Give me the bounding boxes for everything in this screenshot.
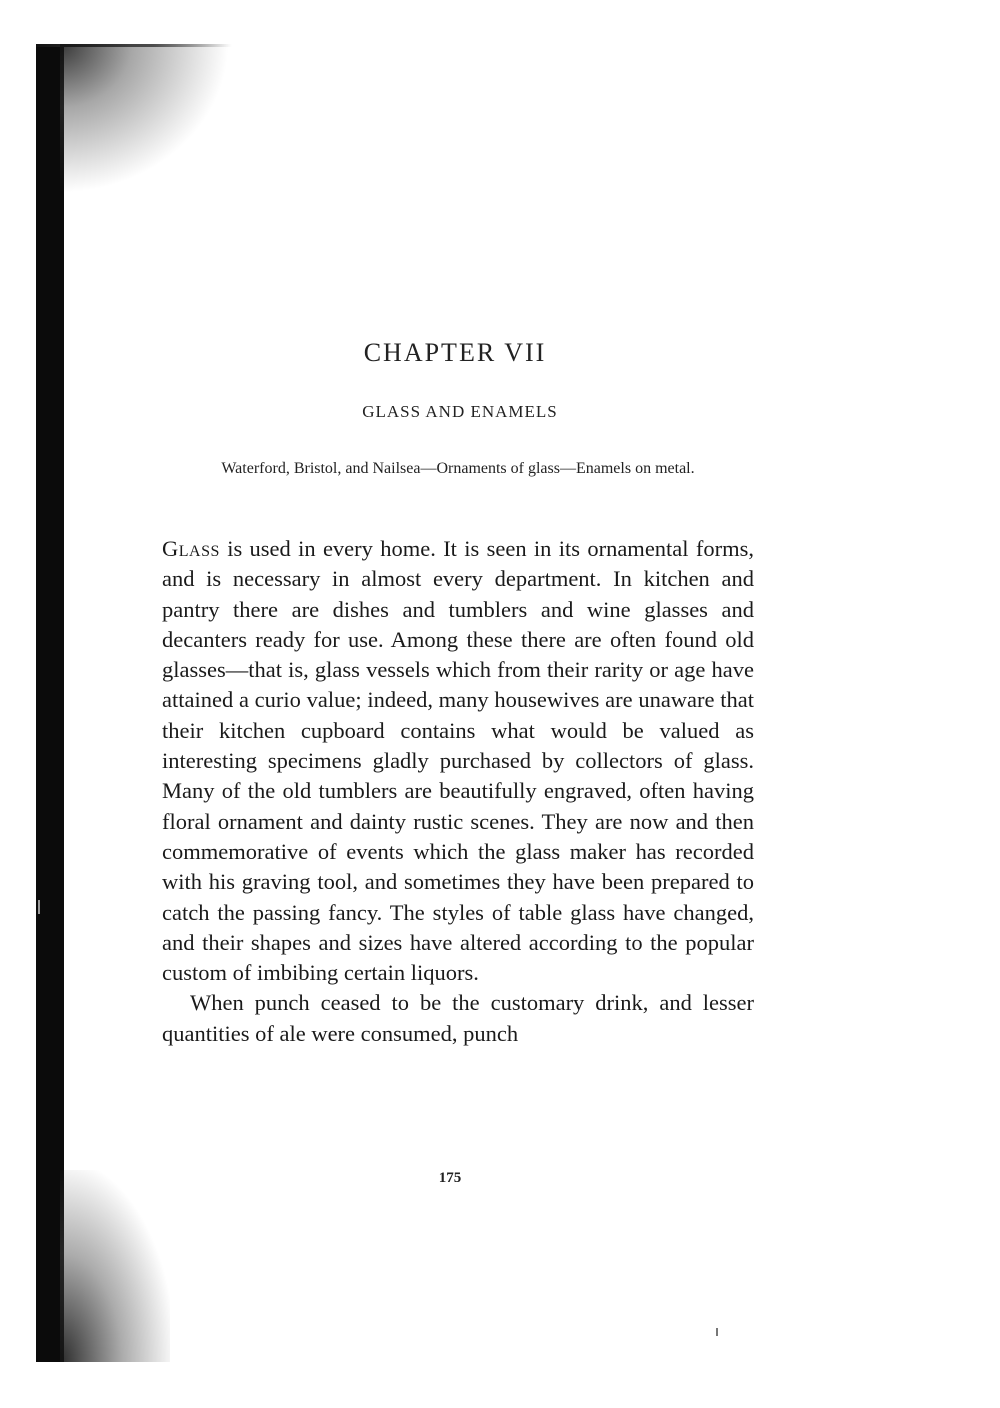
body-paragraph bbox=[162, 534, 754, 988]
page-corner-shadow-top bbox=[60, 44, 230, 194]
chapter-title: CHAPTER VII bbox=[363, 338, 547, 367]
page-binding-shadow bbox=[36, 44, 64, 1362]
lead-word: Glass bbox=[162, 536, 220, 561]
page-number: 175 bbox=[438, 1170, 462, 1186]
body-paragraph: When punch ceased to be the customary drink, and lesser quantities of ale were consumed, punch bbox=[162, 990, 754, 1046]
chapter-body bbox=[162, 534, 754, 1049]
scan-speck bbox=[38, 900, 40, 914]
paragraph-text: is used in every home. It is seen in its ornamental forms, and is necessary in almost every department. In kitchen and pantry there are dishes and tumblers and wine glasses and decanters ready for use. Among these there are often found old glasses—that is, glass vessels which from their rarity or age have attained a curio value; indeed, many housewives are unaware that their kitchen cupboard contains what would be valued as interesting specimens gladly purchased by collectors of glass. Many of the old tumblers are beautifully engraved, often having floral ornament and dainty rustic scenes. They are now and then commemorative of events which the glass maker has recorded with his graving tool, and sometimes they have been prepared to catch the passing fancy. The styles of table glass have changed, and their shapes and sizes have altered according to the popular custom of imbibing certain liquors. bbox=[162, 536, 754, 986]
chapter-subtitle: GLASS AND ENAMELS bbox=[362, 402, 558, 421]
page-corner-shadow-bottom bbox=[60, 1170, 170, 1362]
chapter-synopsis: Waterford, Bristol, and Nailsea—Ornaments of glass—Enamels on metal. bbox=[221, 460, 695, 477]
scan-speck bbox=[716, 1328, 718, 1336]
